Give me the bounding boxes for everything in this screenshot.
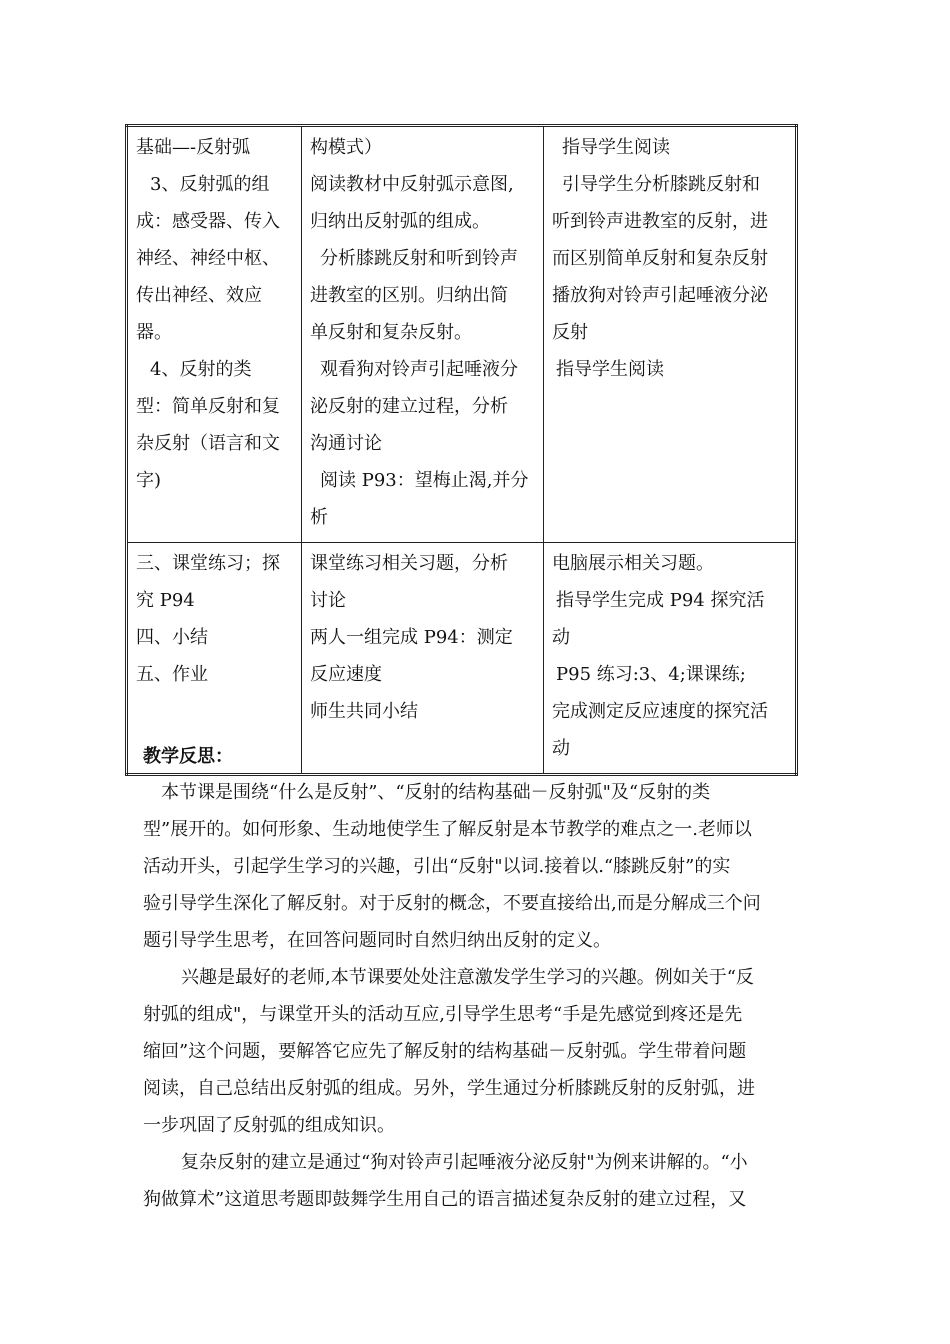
cell-line: 沟通讨论 (310, 433, 382, 454)
cell-line: 动 (552, 738, 570, 759)
cell-line: 四、小结 (136, 627, 208, 648)
cell-line: 单反射和复杂反射。 (310, 322, 472, 343)
cell-line: 成：感受器、传入 (136, 211, 280, 232)
cell-line: 引导学生分析膝跳反射和 (562, 174, 760, 195)
cell-line: 反射 (552, 322, 588, 343)
activity-cell (302, 543, 544, 775)
cell-line: 听到铃声进教室的反射，进 (552, 211, 768, 232)
cell-line: 师生共同小结 (310, 701, 418, 722)
cell-line: 两人一组完成 P94：测定 (310, 627, 513, 648)
paragraph-line: 狗做算术”这道思考题即鼓舞学生用自己的语言描述复杂反射的建立过程，又 (143, 1189, 747, 1210)
cell-line: 杂反射（语言和文 (136, 433, 280, 454)
cell-line: 指导学生阅读 (562, 137, 670, 158)
paragraph-line: 活动开头，引起学生学习的兴趣，引出“反射"以词.接着以.“膝跳反射”的实 (143, 856, 731, 877)
paragraph (143, 1144, 803, 1218)
paragraph-line: 阅读，自己总结出反射弧的组成。另外，学生通过分析膝跳反射的反射弧，进 (143, 1078, 755, 1099)
cell-line: 器。 (136, 322, 172, 343)
cell-line: 构模式） (310, 137, 382, 158)
cell-line: 讨论 (310, 590, 346, 611)
paragraph (143, 774, 803, 959)
cell-line: 基础—-反射弧 (136, 137, 251, 158)
cell-line: 动 (552, 627, 570, 648)
paragraph-line: 缩回”这个问题，要解答它应先了解反射的结构基础－反射弧。学生带着问题 (143, 1041, 747, 1062)
cell-line: 指导学生完成 P94 探究活 (556, 590, 765, 611)
paragraph-line: 射弧的组成"，与课堂开头的活动互应,引导学生思考“手是先感觉到疼还是先 (143, 1004, 743, 1025)
table-row (127, 543, 797, 775)
cell-line: 究 P94 (136, 590, 195, 611)
paragraph-line: 复杂反射的建立是通过“狗对铃声引起唾液分泌反射"为例来讲解的。“小 (181, 1152, 748, 1173)
cell-line: 指导学生阅读 (556, 359, 664, 380)
content-cell (127, 543, 302, 775)
cell-line: 阅读教材中反射弧示意图, (310, 174, 514, 195)
cell-line: 4、反射的类 (150, 359, 252, 380)
activity-cell (302, 126, 544, 543)
section-heading: 教学反思： (143, 746, 233, 767)
cell-line: 观看狗对铃声引起唾液分 (320, 359, 518, 380)
table-row (127, 126, 797, 543)
cell-line: 传出神经、效应 (136, 285, 262, 306)
cell-line: 课堂练习相关习题，分析 (310, 553, 508, 574)
paragraph (143, 959, 803, 1144)
cell-line: 析 (310, 507, 328, 528)
cell-line: 3、反射弧的组 (150, 174, 270, 195)
paragraph-line: 题引导学生思考，在回答问题同时自然归纳出反射的定义。 (143, 930, 611, 951)
cell-line: 型：简单反射和复 (136, 396, 280, 417)
content-cell (127, 126, 302, 543)
cell-line: P95 练习:3、4;课课练; (556, 664, 746, 685)
guidance-cell (544, 543, 797, 775)
cell-line: 五、作业 (136, 664, 208, 685)
paragraph-line: 本节课是围绕“什么是反射”、“反射的结构基础－反射弧"及“反射的类 (161, 782, 711, 803)
guidance-cell (544, 126, 797, 543)
cell-line: 分析膝跳反射和听到铃声 (320, 248, 518, 269)
paragraph-line: 型”展开的。如何形象、生动地使学生了解反射是本节教学的难点之一.老师以 (143, 819, 752, 840)
cell-line: 归纳出反射弧的组成。 (310, 211, 490, 232)
paragraph-line: 验引导学生深化了解反射。对于反射的概念，不要直接给出,而是分解成三个问 (143, 893, 761, 914)
cell-line: 而区别简单反射和复杂反射 (552, 248, 768, 269)
teaching-reflection-section (143, 742, 803, 1218)
cell-line: 三、课堂练习；探 (136, 553, 280, 574)
cell-line: 完成测定反应速度的探究活 (552, 701, 768, 722)
cell-line: 进教室的区别。归纳出简 (310, 285, 508, 306)
lesson-plan-table (125, 124, 798, 776)
paragraph-line: 兴趣是最好的老师,本节课要处处注意激发学生学习的兴趣。例如关于“反 (181, 967, 754, 988)
cell-line: 阅读 P93：望梅止渴,并分 (320, 470, 529, 491)
cell-line: 神经、神经中枢、 (136, 248, 280, 269)
cell-line: 泌反射的建立过程，分析 (310, 396, 508, 417)
cell-line: 字) (136, 470, 162, 491)
cell-line: 播放狗对铃声引起唾液分泌 (552, 285, 768, 306)
paragraph-line: 一步巩固了反射弧的组成知识。 (143, 1115, 395, 1136)
cell-line: 电脑展示相关习题。 (552, 553, 714, 574)
cell-line: 反应速度 (310, 664, 382, 685)
